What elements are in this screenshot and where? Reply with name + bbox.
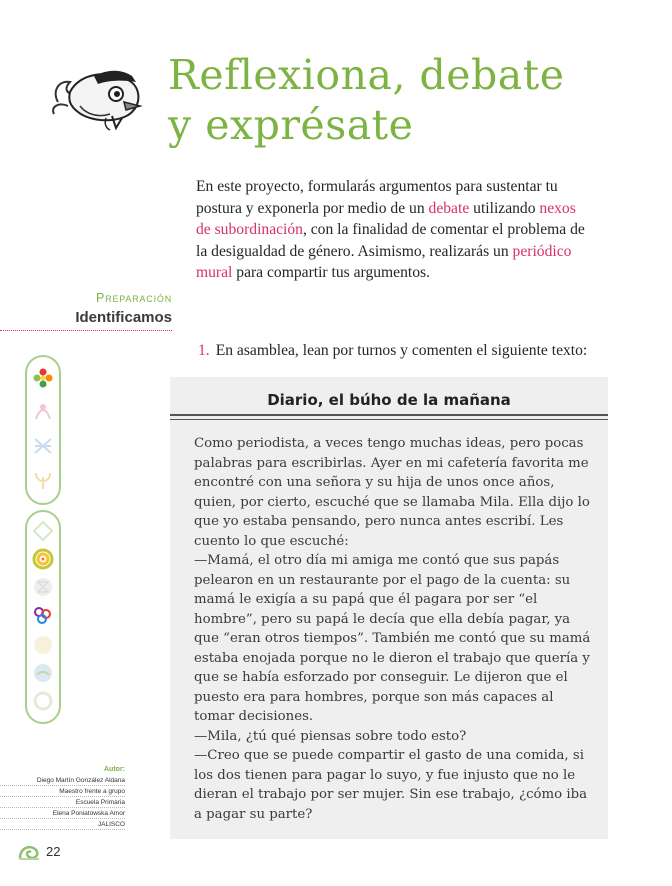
intro-text-1: En este proyecto, formularás argumentos para sustentar tu postura y exponerla por medio de un — [196, 178, 558, 217]
keyword-nexos: nexos de subordinación — [196, 199, 576, 238]
activity-text: En asamblea, lean por turnos y comenten el siguiente texto: — [215, 342, 588, 359]
sidebar-phase-icons-top — [25, 355, 61, 505]
page-title-line2: y exprésate — [168, 101, 414, 149]
credits-line: Escuela Primaria — [0, 797, 125, 808]
infinity-rings-icon — [32, 604, 54, 626]
reading-paragraph: —Creo que se puede compartir el gasto de una comida, si los dos tienen para pagar lo suyo, y fue injusto que no le dieran el trabajo por ser mujer. Sin ese trabajo, ¿cómo iba a pagar su parte? — [194, 748, 588, 822]
intro-text-2: utilizando — [469, 199, 540, 217]
network-faded-icon — [32, 435, 54, 457]
snail-spiral-icon — [18, 842, 40, 862]
sidebar-phase-icons-bottom — [25, 510, 61, 724]
reading-title-rule-thin — [170, 419, 608, 420]
credits-line: Diego Martín González Aldana — [0, 775, 125, 786]
reading-title: Diario, el búho de la mañana — [267, 391, 511, 409]
credits-line: Maestro frente a grupo — [0, 786, 125, 797]
page-title-line1: Reflexiona, debate — [168, 51, 565, 99]
reading-paragraph: —Mamá, el otro día mi amiga me contó que sus papás pelearon en un restaurante por el pago de la cuenta: su mamá le exigía a su papá que él pagara por ser “el hombre”, pero su papá le decía que ella debía pagar, ya que “eran otros tiempos”. También me contó que su mamá estaba enojada porque no le dieron el trabajo que quería y que se había esforzado por conseguir. Le dijeron que el puesto era para hombres, porque son más capaces al tomar decisiones. — [194, 553, 591, 724]
section-divider — [0, 330, 172, 331]
reading-paragraph: —Mila, ¿tú qué piensas sobre todo esto? — [194, 728, 467, 744]
author-credits — [0, 766, 125, 830]
owl-mascot-icon — [50, 62, 150, 132]
hourglass-faded-icon — [32, 576, 54, 598]
keyword-debate: debate — [428, 199, 470, 217]
activity-instruction — [198, 342, 587, 360]
intro-paragraph — [196, 176, 591, 284]
plant-faded-icon — [32, 469, 54, 491]
spiral-icon — [32, 548, 54, 570]
cloud-faded-icon — [32, 662, 54, 684]
section-title: Identificamos — [75, 309, 172, 326]
page-number: 22 — [46, 844, 61, 859]
page-title — [168, 50, 564, 150]
activity-number: 1. — [198, 342, 210, 359]
credits-line: JALISCO — [0, 819, 125, 830]
credits-label: Autor: — [104, 766, 125, 773]
flower-icon — [32, 367, 54, 389]
figure-faded-icon — [32, 401, 54, 423]
keyword-periodico-mural: periódico mural — [196, 242, 572, 281]
intro-text-3: , con la finalidad de comentar el problema de la desigualdad de género. Asimismo, realizarás un — [196, 221, 585, 260]
section-kicker: Preparación — [96, 291, 172, 305]
reading-paragraph: Como periodista, a veces tengo muchas ideas, pero pocas palabras para escribirlas. Ayer en mi cafetería favorita me encontré con una señora y su hija de unos once años, quien, por cierto, escuché que se llamaba Mila. Ella dijo lo que yo estaba pensando, pero nunca antes escribí. Les cuento lo que escuché: — [194, 436, 590, 549]
reading-box — [170, 377, 608, 839]
ring-faded-icon — [32, 690, 54, 712]
intro-text-4: para compartir tus argumentos. — [232, 264, 430, 281]
diamond-faded-icon — [32, 520, 54, 542]
circle-faded-icon — [32, 634, 54, 656]
reading-title-rule — [170, 414, 608, 416]
reading-body — [194, 434, 594, 824]
credits-line: Elena Poniatowska Amor — [0, 808, 125, 819]
